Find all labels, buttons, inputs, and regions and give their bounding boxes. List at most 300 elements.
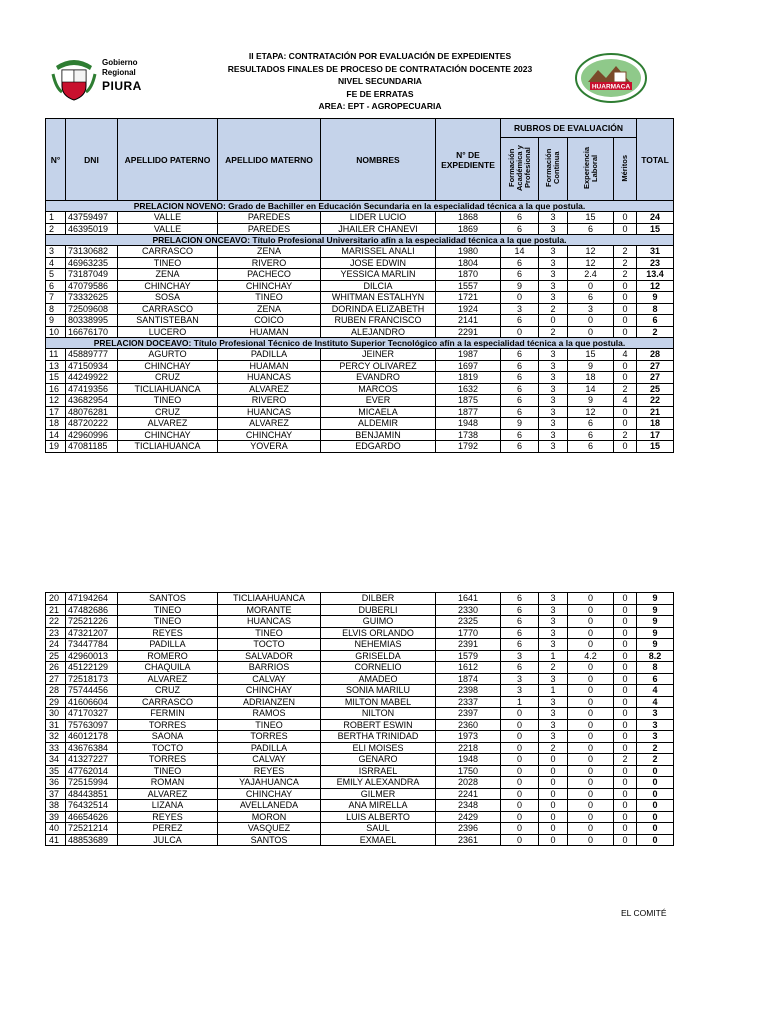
cell-apellido-materno: MORON: [218, 811, 321, 823]
cell-apellido-paterno: CRUZ: [118, 406, 218, 418]
cell-experiencia: 0: [568, 280, 614, 292]
cell-meritos: 4: [614, 395, 637, 407]
cell-meritos: 0: [614, 292, 637, 304]
cell-apellido-materno: HUANCAS: [218, 406, 321, 418]
cell-n: 10: [46, 326, 66, 338]
cell-apellido-materno: HUAMAN: [218, 326, 321, 338]
table-row: [46, 372, 674, 384]
cell-formacion-academica: 6: [501, 223, 539, 235]
cell-experiencia: 12: [568, 246, 614, 258]
cell-expediente: 2360: [436, 719, 501, 731]
cell-n: 8: [46, 303, 66, 315]
cell-n: 3: [46, 246, 66, 258]
cell-n: 11: [46, 349, 66, 361]
cell-expediente: 1948: [436, 754, 501, 766]
cell-total: 6: [637, 315, 674, 327]
cell-total: 3: [637, 731, 674, 743]
cell-meritos: 0: [614, 788, 637, 800]
col-dni: DNI: [66, 119, 118, 201]
cell-apellido-materno: ZENA: [218, 303, 321, 315]
cell-total: 2: [637, 326, 674, 338]
cell-apellido-materno: SALVADOR: [218, 650, 321, 662]
cell-meritos: 0: [614, 673, 637, 685]
cell-dni: 48076281: [66, 406, 118, 418]
cell-apellido-paterno: SAONA: [118, 731, 218, 743]
cell-nombres: CORNELIO: [321, 662, 436, 674]
cell-formacion-continua: 3: [539, 269, 568, 281]
cell-experiencia: 6: [568, 292, 614, 304]
cell-expediente: 2396: [436, 823, 501, 835]
cell-total: 8: [637, 662, 674, 674]
cell-apellido-materno: HUAMAN: [218, 360, 321, 372]
cell-dni: 42960013: [66, 650, 118, 662]
cell-formacion-continua: 3: [539, 441, 568, 453]
cell-n: 33: [46, 742, 66, 754]
cell-experiencia: 0: [568, 823, 614, 835]
cell-formacion-academica: 0: [501, 811, 539, 823]
cell-meritos: 0: [614, 604, 637, 616]
cell-expediente: 1738: [436, 429, 501, 441]
cell-apellido-materno: ADRIANZEN: [218, 696, 321, 708]
cell-formacion-academica: 6: [501, 639, 539, 651]
table-row: [46, 834, 674, 846]
cell-n: 26: [46, 662, 66, 674]
cell-dni: 76432514: [66, 800, 118, 812]
cell-nombres: EVANDRO: [321, 372, 436, 384]
cell-apellido-paterno: REYES: [118, 811, 218, 823]
cell-formacion-continua: 3: [539, 292, 568, 304]
cell-apellido-materno: PADILLA: [218, 742, 321, 754]
cell-total: 12: [637, 280, 674, 292]
cell-dni: 47079586: [66, 280, 118, 292]
cell-dni: 16676170: [66, 326, 118, 338]
cell-formacion-academica: 6: [501, 441, 539, 453]
cell-expediente: 2391: [436, 639, 501, 651]
cell-n: 18: [46, 418, 66, 430]
cell-total: 0: [637, 788, 674, 800]
cell-expediente: 1869: [436, 223, 501, 235]
cell-meritos: 0: [614, 696, 637, 708]
document-titles: [160, 50, 600, 113]
cell-apellido-paterno: LUCERO: [118, 326, 218, 338]
cell-apellido-paterno: TINEO: [118, 604, 218, 616]
cell-formacion-academica: 6: [501, 627, 539, 639]
cell-meritos: 0: [614, 639, 637, 651]
cell-total: 0: [637, 823, 674, 835]
cell-apellido-paterno: VALLE: [118, 223, 218, 235]
col-experiencia-label: Experiencia Laboral: [581, 146, 599, 190]
cell-apellido-materno: HUANCAS: [218, 372, 321, 384]
cell-expediente: 2398: [436, 685, 501, 697]
cell-apellido-paterno: REYES: [118, 627, 218, 639]
cell-n: 5: [46, 269, 66, 281]
cell-apellido-paterno: TORRES: [118, 719, 218, 731]
table-row: [46, 418, 674, 430]
cell-dni: 46654626: [66, 811, 118, 823]
cell-total: 27: [637, 360, 674, 372]
cell-expediente: 1870: [436, 269, 501, 281]
cell-meritos: 0: [614, 303, 637, 315]
cell-experiencia: 9: [568, 360, 614, 372]
gov-line-2: Regional: [102, 68, 136, 77]
cell-meritos: 0: [614, 406, 637, 418]
cell-expediente: 1868: [436, 212, 501, 224]
table-row: [46, 429, 674, 441]
cell-formacion-academica: 1: [501, 696, 539, 708]
cell-meritos: 0: [614, 662, 637, 674]
cell-n: 20: [46, 593, 66, 605]
cell-formacion-continua: 0: [539, 823, 568, 835]
cell-dni: 72521214: [66, 823, 118, 835]
cell-expediente: 1557: [436, 280, 501, 292]
cell-n: 37: [46, 788, 66, 800]
cell-total: 22: [637, 395, 674, 407]
section-title: PRELACION DOCEAVO: Título Profesional Técnico de Instituto Superior Tecnológico afín a la especialidad técnica a la que postula.: [46, 338, 674, 349]
cell-dni: 73187049: [66, 269, 118, 281]
cell-experiencia: 6: [568, 418, 614, 430]
cell-apellido-paterno: PADILLA: [118, 639, 218, 651]
cell-apellido-paterno: TORRES: [118, 754, 218, 766]
cell-dni: 72515994: [66, 777, 118, 789]
cell-formacion-continua: 3: [539, 383, 568, 395]
cell-formacion-continua: 0: [539, 765, 568, 777]
cell-formacion-academica: 0: [501, 292, 539, 304]
cell-total: 9: [637, 616, 674, 628]
cell-n: 30: [46, 708, 66, 720]
cell-experiencia: 0: [568, 742, 614, 754]
table-row: [46, 800, 674, 812]
cell-dni: 47150934: [66, 360, 118, 372]
table-row: [46, 708, 674, 720]
cell-meritos: 0: [614, 650, 637, 662]
cell-formacion-continua: 3: [539, 280, 568, 292]
cell-apellido-materno: BARRIOS: [218, 662, 321, 674]
cell-nombres: EXMAEL: [321, 834, 436, 846]
cell-experiencia: 0: [568, 326, 614, 338]
cell-experiencia: 0: [568, 719, 614, 731]
cell-formacion-academica: 6: [501, 349, 539, 361]
title-line-5: AREA: EPT - AGROPECUARIA: [318, 101, 442, 112]
table-row: [46, 639, 674, 651]
cell-expediente: 1750: [436, 765, 501, 777]
cell-dni: 48853689: [66, 834, 118, 846]
cell-n: 36: [46, 777, 66, 789]
cell-total: 28: [637, 349, 674, 361]
table-row: [46, 383, 674, 395]
results-table-continued-body: [46, 593, 674, 846]
cell-apellido-materno: TINEO: [218, 292, 321, 304]
cell-apellido-paterno: TINEO: [118, 765, 218, 777]
cell-apellido-paterno: SOSA: [118, 292, 218, 304]
cell-total: 8.2: [637, 650, 674, 662]
cell-meritos: 0: [614, 280, 637, 292]
cell-expediente: 2218: [436, 742, 501, 754]
cell-formacion-academica: 3: [501, 650, 539, 662]
table-row: [46, 616, 674, 628]
table-row: [46, 326, 674, 338]
table-row: [46, 811, 674, 823]
cell-formacion-academica: 6: [501, 212, 539, 224]
cell-expediente: 1877: [436, 406, 501, 418]
cell-apellido-materno: REYES: [218, 765, 321, 777]
cell-formacion-continua: 1: [539, 650, 568, 662]
cell-formacion-academica: 9: [501, 418, 539, 430]
cell-n: 4: [46, 257, 66, 269]
table-row: [46, 303, 674, 315]
cell-nombres: MARCOS: [321, 383, 436, 395]
cell-formacion-academica: 3: [501, 685, 539, 697]
cell-formacion-continua: 0: [539, 800, 568, 812]
cell-dni: 48443851: [66, 788, 118, 800]
table-row: [46, 823, 674, 835]
ugel-huarmaca-logo-icon: [574, 52, 648, 104]
cell-apellido-paterno: CRUZ: [118, 685, 218, 697]
table-row: [46, 246, 674, 258]
cell-formacion-academica: 0: [501, 765, 539, 777]
cell-n: 1: [46, 212, 66, 224]
table-row: [46, 223, 674, 235]
cell-apellido-materno: CHINCHAY: [218, 788, 321, 800]
cell-n: 38: [46, 800, 66, 812]
table-row: [46, 593, 674, 605]
cell-dni: 73447784: [66, 639, 118, 651]
cell-n: 6: [46, 280, 66, 292]
cell-total: 31: [637, 246, 674, 258]
cell-dni: 43676384: [66, 742, 118, 754]
cell-nombres: JHAILER CHANEVI: [321, 223, 436, 235]
col-rubros: RUBROS DE EVALUACIÓN: [501, 119, 637, 138]
cell-apellido-materno: ALVAREZ: [218, 418, 321, 430]
cell-total: 3: [637, 708, 674, 720]
cell-formacion-academica: 6: [501, 383, 539, 395]
cell-nombres: DORINDA ELIZABETH: [321, 303, 436, 315]
col-formacion-academica-label: Formación Académica y Profesional: [506, 145, 532, 191]
cell-apellido-materno: YAJAHUANCA: [218, 777, 321, 789]
cell-dni: 45889777: [66, 349, 118, 361]
cell-total: 13.4: [637, 269, 674, 281]
cell-apellido-paterno: CHINCHAY: [118, 280, 218, 292]
cell-formacion-continua: 3: [539, 696, 568, 708]
cell-dni: 80338995: [66, 315, 118, 327]
cell-apellido-paterno: ALVAREZ: [118, 673, 218, 685]
cell-expediente: 1721: [436, 292, 501, 304]
cell-formacion-continua: 0: [539, 834, 568, 846]
cell-dni: 75744456: [66, 685, 118, 697]
col-formacion-academica: [501, 138, 539, 201]
cell-apellido-paterno: TOCTO: [118, 742, 218, 754]
cell-dni: 72521226: [66, 616, 118, 628]
cell-nombres: BENJAMIN: [321, 429, 436, 441]
cell-nombres: EDGARDO: [321, 441, 436, 453]
cell-formacion-academica: 6: [501, 257, 539, 269]
cell-meritos: 0: [614, 765, 637, 777]
cell-total: 9: [637, 627, 674, 639]
cell-apellido-materno: CALVAY: [218, 754, 321, 766]
table-row: [46, 406, 674, 418]
cell-expediente: 1948: [436, 418, 501, 430]
cell-nombres: DILBER: [321, 593, 436, 605]
cell-apellido-materno: TICLIAAHUANCA: [218, 593, 321, 605]
cell-n: 24: [46, 639, 66, 651]
cell-expediente: 1792: [436, 441, 501, 453]
cell-n: 2: [46, 223, 66, 235]
cell-total: 9: [637, 639, 674, 651]
cell-n: 17: [46, 406, 66, 418]
cell-total: 2: [637, 754, 674, 766]
cell-n: 16: [46, 383, 66, 395]
cell-apellido-paterno: CARRASCO: [118, 696, 218, 708]
cell-meritos: 0: [614, 811, 637, 823]
cell-dni: 72509608: [66, 303, 118, 315]
cell-n: 35: [46, 765, 66, 777]
table-row: [46, 754, 674, 766]
cell-expediente: 2291: [436, 326, 501, 338]
cell-formacion-continua: 3: [539, 349, 568, 361]
cell-nombres: ISRRAEL: [321, 765, 436, 777]
title-line-3: NIVEL SECUNDARIA: [338, 76, 422, 87]
cell-apellido-materno: AVELLANEDA: [218, 800, 321, 812]
cell-formacion-continua: 3: [539, 372, 568, 384]
cell-n: 40: [46, 823, 66, 835]
section-header-row: [46, 338, 674, 349]
cell-apellido-paterno: TICLIAHUANCA: [118, 383, 218, 395]
cell-expediente: 1612: [436, 662, 501, 674]
cell-apellido-paterno: CHINCHAY: [118, 360, 218, 372]
cell-nombres: MARISSEL ANALI: [321, 246, 436, 258]
cell-apellido-materno: ZENA: [218, 246, 321, 258]
cell-nombres: LIDER LUCIO: [321, 212, 436, 224]
cell-formacion-academica: 6: [501, 406, 539, 418]
cell-total: 24: [637, 212, 674, 224]
cell-nombres: GILMER: [321, 788, 436, 800]
cell-meritos: 0: [614, 593, 637, 605]
cell-experiencia: 6: [568, 441, 614, 453]
cell-apellido-paterno: ROMERO: [118, 650, 218, 662]
cell-n: 27: [46, 673, 66, 685]
cell-formacion-continua: 0: [539, 754, 568, 766]
cell-apellido-paterno: VALLE: [118, 212, 218, 224]
table-row: [46, 777, 674, 789]
cell-n: 29: [46, 696, 66, 708]
cell-meritos: 0: [614, 315, 637, 327]
cell-formacion-academica: 6: [501, 429, 539, 441]
cell-experiencia: 3: [568, 303, 614, 315]
cell-formacion-continua: 2: [539, 326, 568, 338]
cell-experiencia: 9: [568, 395, 614, 407]
cell-meritos: 4: [614, 349, 637, 361]
cell-formacion-continua: 3: [539, 223, 568, 235]
cell-apellido-materno: TORRES: [218, 731, 321, 743]
cell-formacion-academica: 6: [501, 616, 539, 628]
cell-experiencia: 0: [568, 811, 614, 823]
committee-signature: EL COMITÉ: [621, 908, 667, 918]
cell-formacion-continua: 3: [539, 360, 568, 372]
cell-formacion-academica: 0: [501, 800, 539, 812]
cell-experiencia: 0: [568, 315, 614, 327]
cell-total: 18: [637, 418, 674, 430]
cell-experiencia: 15: [568, 212, 614, 224]
cell-experiencia: 0: [568, 777, 614, 789]
cell-total: 4: [637, 685, 674, 697]
cell-apellido-materno: CHINCHAY: [218, 280, 321, 292]
cell-n: 25: [46, 650, 66, 662]
cell-formacion-continua: 0: [539, 788, 568, 800]
cell-nombres: ROBERT ESWIN: [321, 719, 436, 731]
cell-nombres: SONIA MARILU: [321, 685, 436, 697]
cell-formacion-academica: 0: [501, 754, 539, 766]
cell-apellido-materno: RIVERO: [218, 257, 321, 269]
cell-nombres: MILTON MABEL: [321, 696, 436, 708]
col-apellido-paterno: APELLIDO PATERNO: [118, 119, 218, 201]
cell-n: 22: [46, 616, 66, 628]
cell-nombres: JEINER: [321, 349, 436, 361]
cell-meritos: 0: [614, 418, 637, 430]
cell-total: 8: [637, 303, 674, 315]
cell-meritos: 0: [614, 685, 637, 697]
cell-formacion-academica: 0: [501, 823, 539, 835]
gobierno-regional-logo: [50, 52, 150, 102]
cell-meritos: 2: [614, 246, 637, 258]
cell-apellido-paterno: CRUZ: [118, 372, 218, 384]
cell-apellido-materno: CALVAY: [218, 673, 321, 685]
cell-n: 14: [46, 429, 66, 441]
cell-dni: 46395019: [66, 223, 118, 235]
cell-n: 12: [46, 395, 66, 407]
cell-meritos: 0: [614, 360, 637, 372]
cell-meritos: 0: [614, 777, 637, 789]
cell-experiencia: 12: [568, 257, 614, 269]
cell-nombres: ALDEMIR: [321, 418, 436, 430]
cell-apellido-paterno: CARRASCO: [118, 303, 218, 315]
col-meritos: [614, 138, 637, 201]
gov-line-3: PIURA: [102, 79, 142, 93]
cell-expediente: 1697: [436, 360, 501, 372]
cell-apellido-materno: YOVERA: [218, 441, 321, 453]
cell-nombres: DILCIA: [321, 280, 436, 292]
cell-formacion-continua: 3: [539, 708, 568, 720]
cell-experiencia: 0: [568, 673, 614, 685]
cell-expediente: 1973: [436, 731, 501, 743]
cell-meritos: 0: [614, 731, 637, 743]
cell-apellido-paterno: CARRASCO: [118, 246, 218, 258]
cell-experiencia: 0: [568, 685, 614, 697]
results-table-body: [46, 201, 674, 453]
cell-n: 7: [46, 292, 66, 304]
cell-dni: 47762014: [66, 765, 118, 777]
table-row: [46, 765, 674, 777]
cell-apellido-paterno: LIZANA: [118, 800, 218, 812]
cell-total: 0: [637, 765, 674, 777]
table-row: [46, 731, 674, 743]
cell-apellido-materno: COICO: [218, 315, 321, 327]
cell-apellido-paterno: CHAQUILA: [118, 662, 218, 674]
cell-dni: 47482686: [66, 604, 118, 616]
cell-experiencia: 0: [568, 662, 614, 674]
cell-formacion-academica: 0: [501, 742, 539, 754]
cell-total: 6: [637, 673, 674, 685]
cell-formacion-academica: 0: [501, 788, 539, 800]
cell-dni: 48720222: [66, 418, 118, 430]
cell-expediente: 1804: [436, 257, 501, 269]
col-n: N°: [46, 119, 66, 201]
cell-expediente: 1875: [436, 395, 501, 407]
cell-formacion-continua: 3: [539, 639, 568, 651]
table-row: [46, 360, 674, 372]
cell-expediente: 2141: [436, 315, 501, 327]
cell-formacion-continua: 3: [539, 395, 568, 407]
cell-dni: 41327227: [66, 754, 118, 766]
table-row: [46, 719, 674, 731]
